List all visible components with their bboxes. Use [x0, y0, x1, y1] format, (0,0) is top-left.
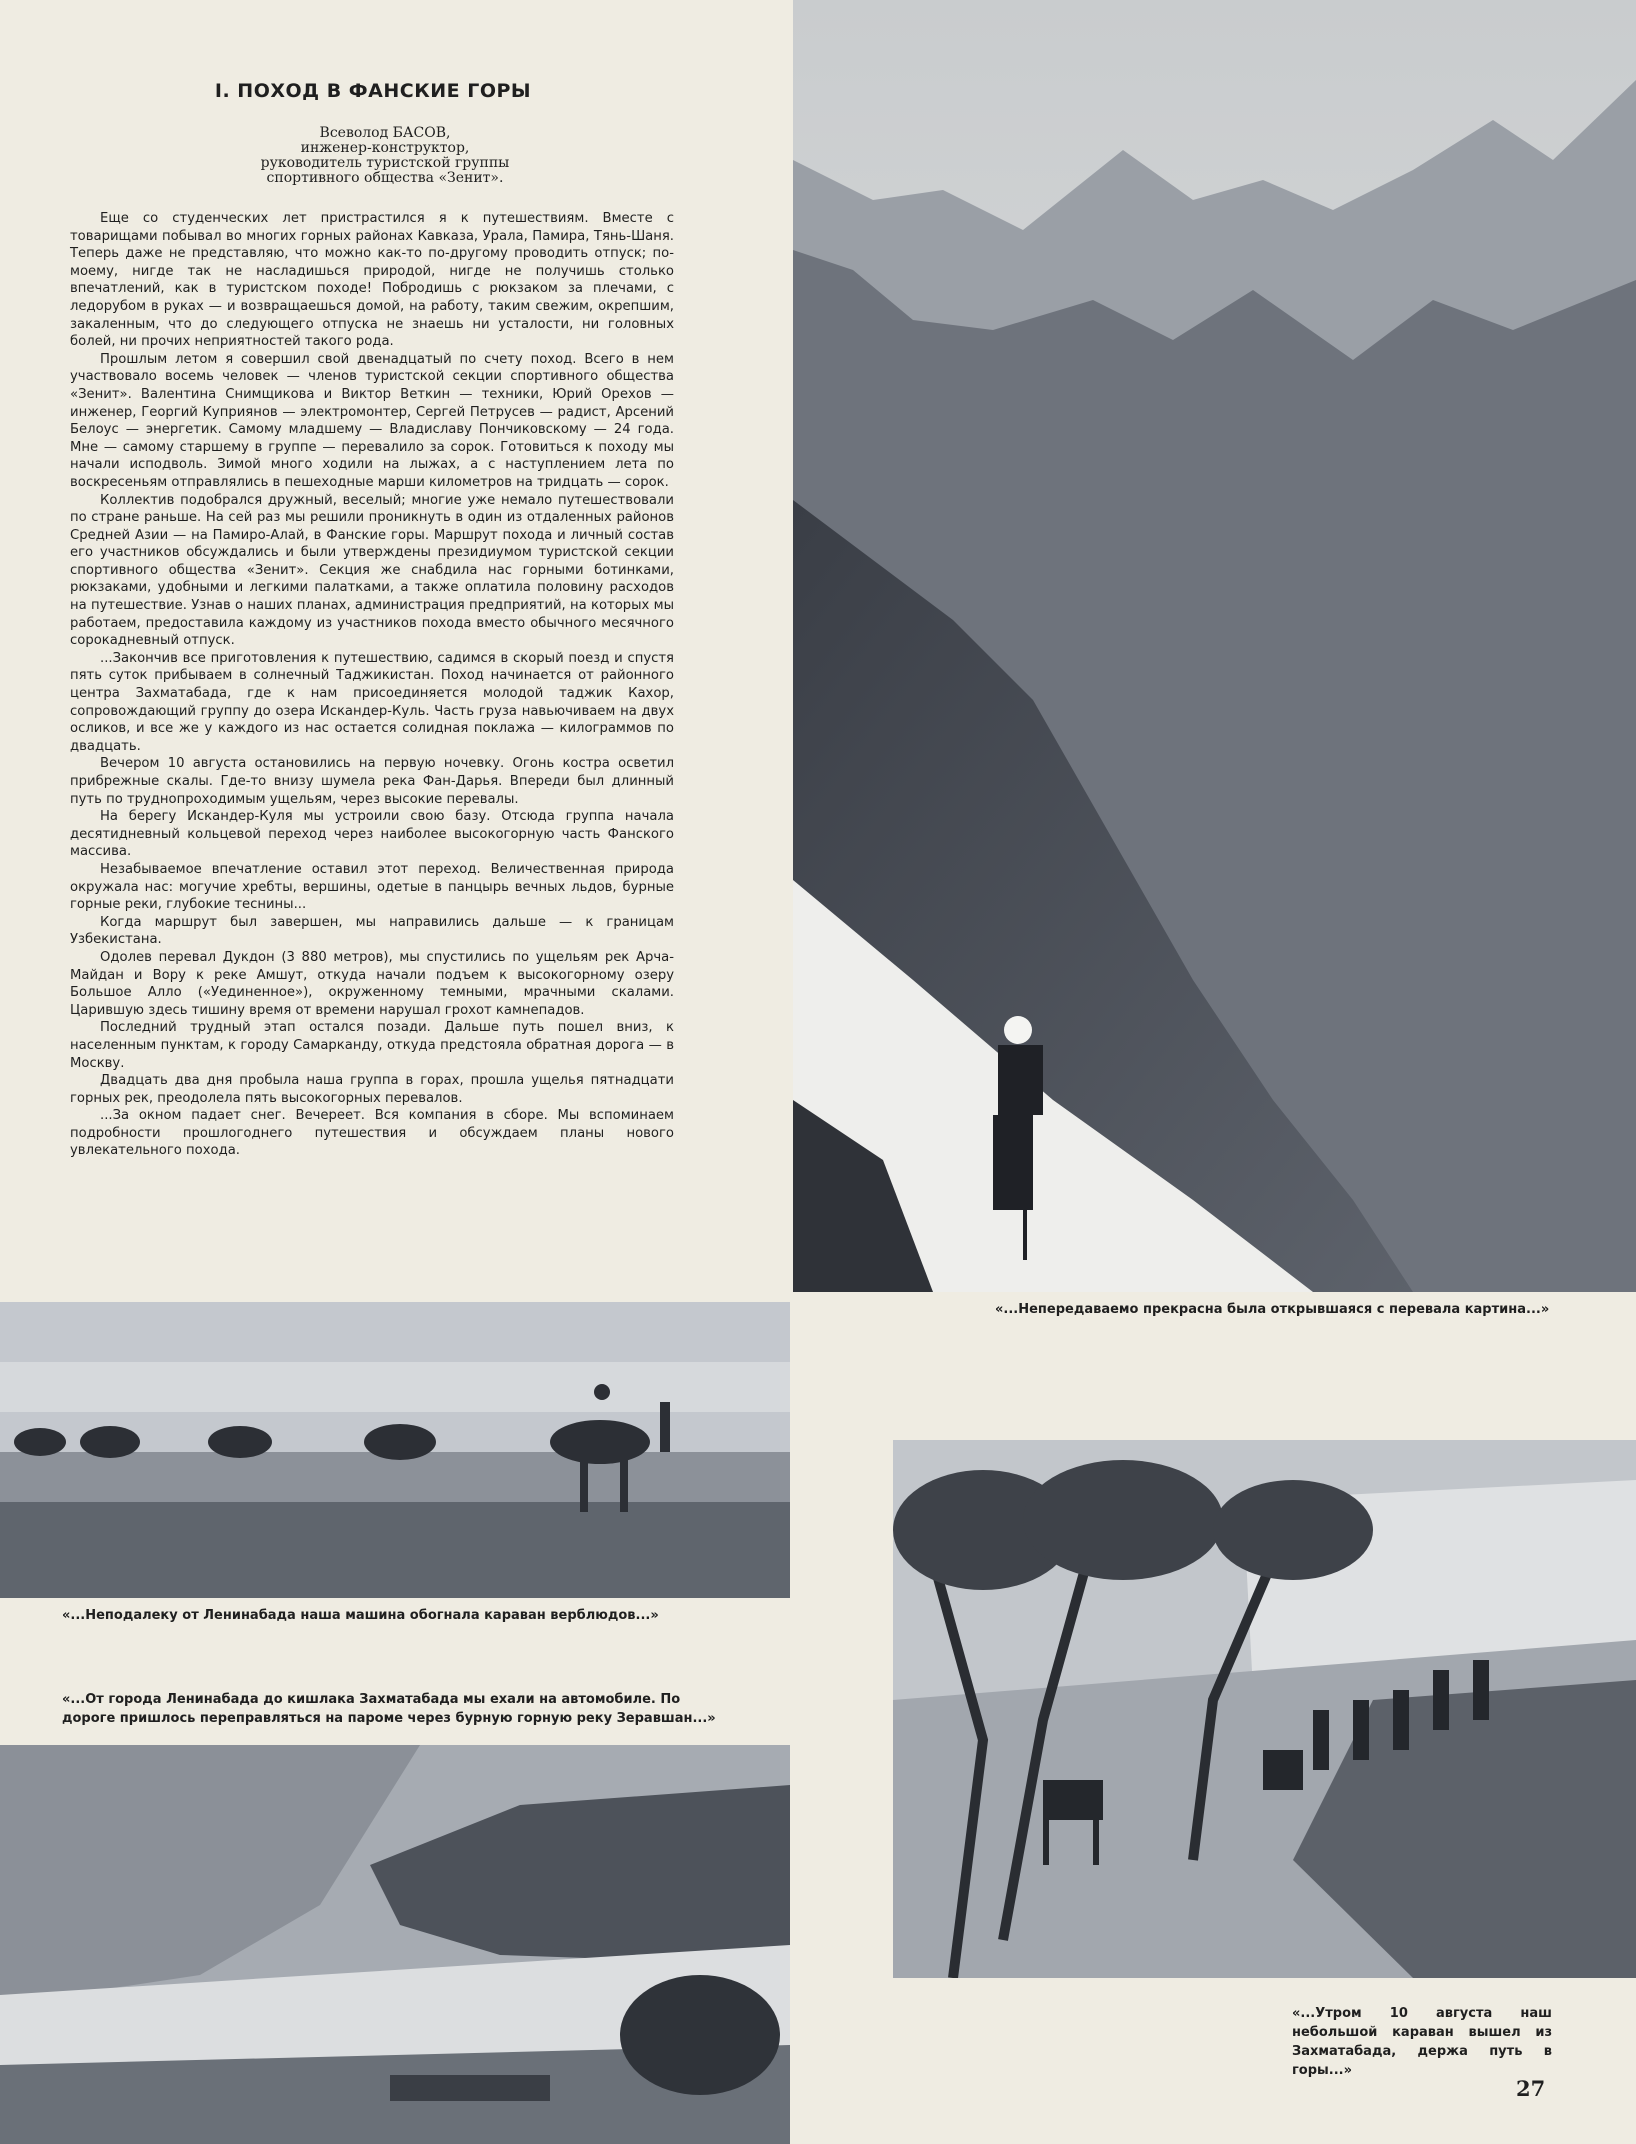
paragraph: Двадцать два дня пробыла наша группа в горах, прошла ущелья пятнадцати горных рек, преодолела пять высокогорных перевалов.: [70, 1073, 674, 1106]
author-role: руководитель туристской группы: [260, 155, 510, 171]
camels-photo: [0, 1302, 790, 1598]
paragraph: Вечером 10 августа остановились на первую ночевку. Огонь костра осветил прибрежные скалы. Где-то внизу шумела река Фан-Дарья. Впереди был длинный путь по труднопроходимым ущельям, через высокие перевалы.: [70, 756, 674, 807]
byline: [200, 126, 570, 186]
mountain-photo: [793, 0, 1636, 1292]
paragraph: ...Закончив все приготовления к путешествию, садимся в скорый поезд и спустя пять суток прибываем в солнечный Таджикистан. Поход начинается от районного центра Захматабада, где к нам присоединяется молодой таджик Кахор, сопровождающий группу до озера Искандер-Куль. Часть груза навьючиваем на двух осликов, и все же у каждого из нас остается солидная поклажа — килограммов по двадцать.: [70, 650, 674, 754]
caravan-photo: [893, 1440, 1636, 1978]
river-photo: [0, 1745, 790, 2144]
author-name: Всеволод БАСОВ,: [319, 125, 451, 141]
mountain-caption: «...Непередаваемо прекрасна была открывшаяся с перевала картина...»: [995, 1302, 1550, 1317]
paragraph: Когда маршрут был завершен, мы направились дальше — к границам Узбекистана.: [70, 914, 674, 948]
paragraph: ...За окном падает снег. Вечереет. Вся компания в сборе. Мы вспоминаем подробности прошлогоднего путешествия и обсуждаем планы нового увлекательного похода.: [70, 1108, 674, 1159]
page-number: 27: [1516, 2076, 1546, 2101]
paragraph: Коллектив подобрался дружный, веселый; многие уже немало путешествовали по стране раньше. На сей раз мы решили проникнуть в один из отдаленных районов Средней Азии — на Памиро-Алай, в Фанские горы. Маршрут похода и личный состав его участников обсуждались и были утверждены президиумом туристской секции спортивного общества «Зенит». Секция же снабдила нас горными ботинками, рюкзаками, удобными и легкими палатками, а также оплатила половину расходов на путешествие. Узнав о наших планах, администрация предприятий, на которых мы работаем, предоставила каждому из участников похода вместо обычного месячного сорокадневный отпуск.: [70, 492, 674, 649]
article-title: I. ПОХОД В ФАНСКИЕ ГОРЫ: [214, 80, 532, 102]
paragraph: Незабываемое впечатление оставил этот переход. Величественная природа окружала нас: могучие хребты, вершины, одетые в панцырь вечных льдов, бурные горные реки, глубокие теснины...: [70, 861, 674, 913]
river-caption: «...От города Ленинабада до кишлака Захматабада мы ехали на автомобиле. По дороге пришлось переправляться на пароме через бурную горную реку Зеравшан...»: [62, 1692, 716, 1726]
author-role: инженер-конструктор,: [300, 140, 470, 156]
author-role: спортивного общества «Зенит».: [266, 170, 504, 186]
paragraph: На берегу Искандер-Куля мы устроили свою базу. Отсюда группа начала десятидневный кольцевой переход через наиболее высокогорную часть Фанского массива.: [70, 809, 674, 860]
paragraph: Еще со студенческих лет пристрастился я к путешествиям. Вместе с товарищами побывал во многих горных районах Кавказа, Урала, Памира, Тянь-Шаня. Теперь даже не представляю, что можно как-то по-другому проводить отпуск; по-моему, нигде так не насладишься природой, нигде не получишь столько впечатлений, как в туристском походе! Побродишь с рюкзаком за плечами, с ледорубом в руках — и возвращаешься домой, на работу, таким свежим, окрепшим, закаленным, что до следующего отпуска не знаешь ни усталости, ни головных болей, ни прочих неприятностей такого рода.: [70, 211, 674, 350]
caravan-caption: «...Утром 10 августа наш небольшой караван вышел из Захматабада, держа путь в горы...»: [1292, 2006, 1552, 2078]
paragraph: Последний трудный этап остался позади. Дальше путь пошел вниз, к населенным пунктам, к городу Самарканду, откуда предстояла обратная дорога — в Москву.: [70, 1020, 674, 1071]
camels-caption: «...Неподалеку от Ленинабада наша машина обогнала караван верблюдов...»: [62, 1608, 659, 1623]
paragraph: Одолев перевал Дукдон (3 880 метров), мы спустились по ущельям рек Арча-Майдан и Вору к реке Амшут, откуда начали подъем к высокогорному озеру Большое Алло («Уединенное»), окруженному темными, мрачными скалами. Царившую здесь тишину время от времени нарушал грохот камнепадов.: [70, 949, 674, 1018]
article-body: [70, 210, 674, 1160]
paragraph: Прошлым летом я совершил свой двенадцатый по счету поход. Всего в нем участвовало восемь человек — членов туристской секции спортивного общества «Зенит». Валентина Снимщикова и Виктор Веткин — техники, Юрий Орехов — инженер, Георгий Куприянов — электромонтер, Сергей Петрусев — радист, Арсений Белоус — энергетик. Самому младшему — Владиславу Пончиковскому — 24 года. Мне — самому старшему в группе — перевалило за сорок. Готовиться к походу мы начали исподволь. Зимой много ходили на лыжах, а с наступлением лета по воскресеньям отправлялись в пешеходные марши километров на тридцать — сорок.: [70, 351, 674, 490]
